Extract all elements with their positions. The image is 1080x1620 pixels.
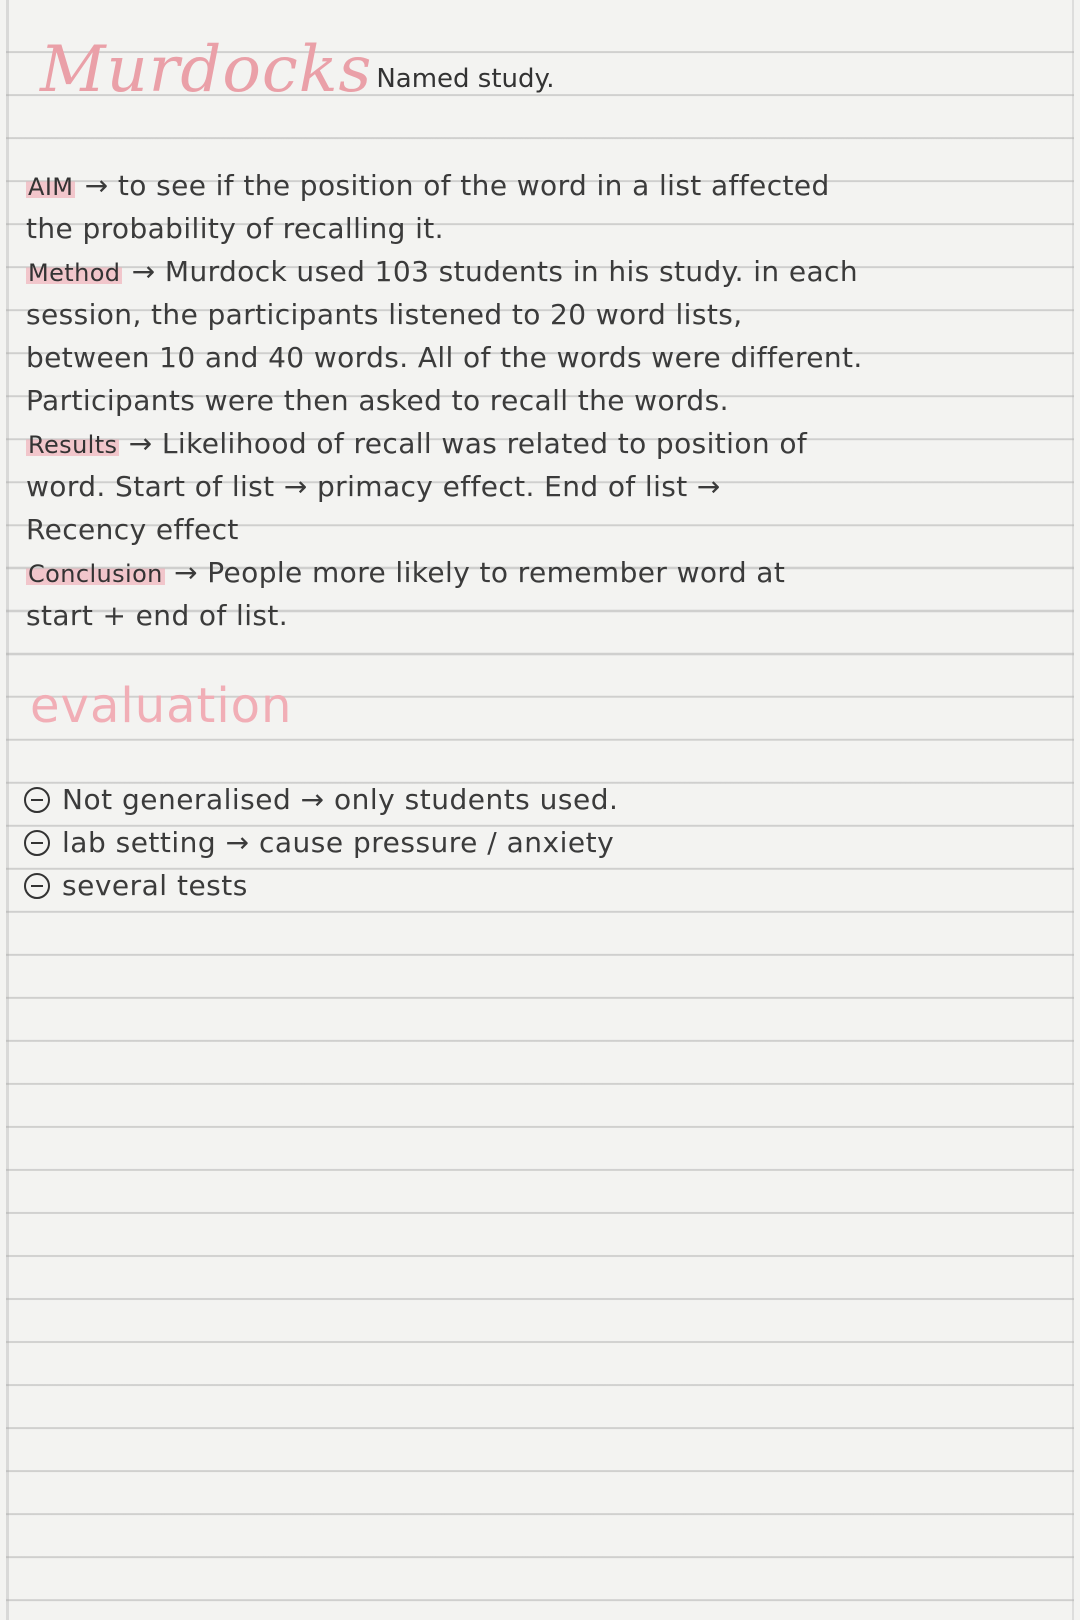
method-text-2: session, the participants listened to 20 word lists, bbox=[26, 298, 743, 331]
minus-circle-icon bbox=[24, 787, 50, 813]
page-title bbox=[40, 33, 555, 107]
method-line-2 bbox=[26, 297, 1054, 333]
conclusion-line-2 bbox=[26, 598, 1054, 634]
conclusion-label: Conclusion bbox=[28, 560, 163, 588]
aim-line-2 bbox=[26, 211, 1054, 247]
method-text-1: → Murdock used 103 students in his study. in each bbox=[122, 255, 858, 288]
method-line-1 bbox=[26, 254, 1054, 291]
method-text-4: Participants were then asked to recall the words. bbox=[26, 384, 729, 417]
method-text-3: between 10 and 40 words. All of the words were different. bbox=[26, 341, 863, 374]
results-label: Results bbox=[28, 431, 118, 459]
aim-line-1 bbox=[26, 168, 1054, 205]
evaluation-text: lab setting → cause pressure / anxiety bbox=[62, 826, 615, 859]
method-line-3 bbox=[26, 340, 1054, 376]
evaluation-item bbox=[24, 868, 248, 904]
conclusion-text-1: → People more likely to remember word at bbox=[164, 556, 786, 589]
aim-text-2: the probability of recalling it. bbox=[26, 212, 444, 245]
study-title: Murdocks bbox=[40, 33, 373, 107]
method-line-4 bbox=[26, 383, 1054, 419]
results-line-1 bbox=[26, 426, 1054, 463]
results-line-3 bbox=[26, 512, 1054, 548]
results-text-3: Recency effect bbox=[26, 513, 239, 546]
results-text-2: word. Start of list → primacy effect. End of list → bbox=[26, 470, 721, 503]
evaluation-heading: evaluation bbox=[30, 678, 293, 734]
notebook-page bbox=[6, 0, 1074, 1620]
study-subtitle: Named study. bbox=[376, 64, 555, 94]
evaluation-text: several tests bbox=[62, 869, 248, 902]
evaluation-item bbox=[24, 825, 614, 861]
results-text-1: → Likelihood of recall was related to position of bbox=[119, 427, 808, 460]
results-line-2 bbox=[26, 469, 1054, 505]
aim-text-1: → to see if the position of the word in a list affected bbox=[75, 169, 830, 202]
conclusion-text-2: start + end of list. bbox=[26, 599, 289, 632]
evaluation-item bbox=[24, 782, 618, 818]
minus-circle-icon bbox=[24, 873, 50, 899]
conclusion-line-1 bbox=[26, 555, 1054, 592]
minus-circle-icon bbox=[24, 830, 50, 856]
evaluation-text: Not generalised → only students used. bbox=[62, 783, 619, 816]
aim-label: AIM bbox=[28, 173, 74, 201]
method-label: Method bbox=[28, 259, 121, 287]
